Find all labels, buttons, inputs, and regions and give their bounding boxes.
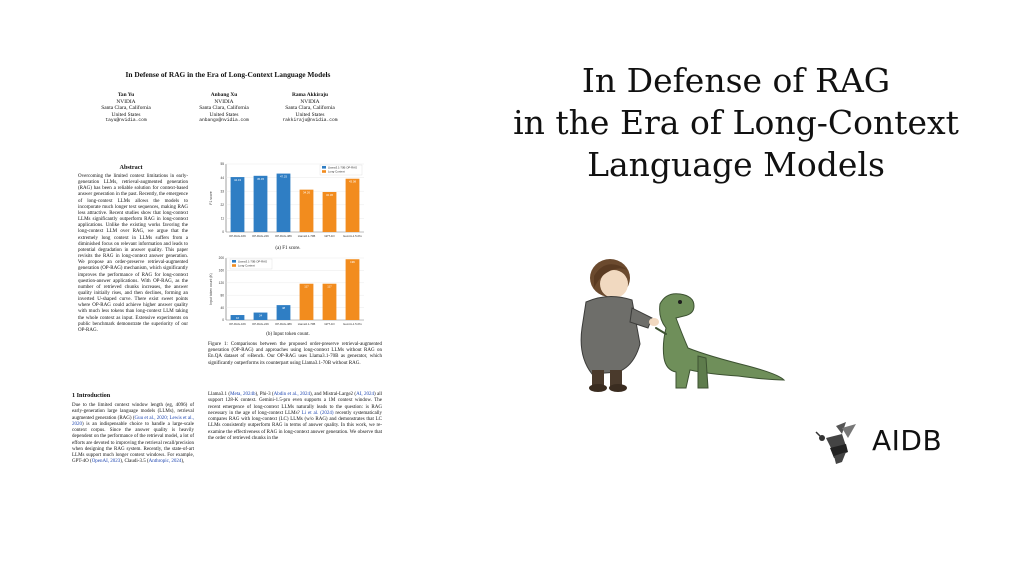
author-email: tayu@nvidia.com [105, 118, 147, 124]
bar [346, 259, 360, 320]
legend-swatch [322, 166, 326, 169]
x-tick-label: OP-RAG-24K [252, 322, 269, 326]
bar [323, 284, 337, 320]
headline-line: Language Models [587, 145, 885, 184]
bar-value-label: 32.36 [326, 192, 333, 197]
figure-subcaption: (a) F1 score. [275, 246, 301, 251]
bar [346, 179, 360, 232]
citation-link[interactable]: Li et al. (2024) [301, 410, 334, 416]
author-org: NVIDIA [214, 98, 234, 105]
author-email: anbangx@nvidia.com [199, 118, 249, 124]
bar-value-label: 24 [258, 313, 263, 318]
intro-text-part: Due to the limited context window length (eg, 4096) of early-generation large language models (LLMs), retrieval augmented generation (RAG) ( [72, 403, 194, 421]
section-heading: 1 Introduction [72, 392, 111, 399]
legend-swatch [232, 264, 236, 267]
f1-score-chart [208, 160, 368, 248]
body-text-part: Llama3.1 ( [208, 392, 231, 397]
bar-value-label: 117 [327, 284, 332, 289]
figure-subcaption: (b) Input token count. [266, 332, 310, 337]
x-tick-label: OP-RAG-48K [275, 322, 292, 326]
x-tick-label: OP-RAG-16K [229, 322, 246, 326]
headline [488, 60, 984, 186]
intro-text-part: ), [181, 459, 185, 465]
bar-value-label: 45.45 [257, 176, 264, 181]
logo-text: AIDB [872, 424, 943, 457]
x-tick-label: GPT-4O [324, 322, 335, 326]
x-tick-label: Gemini-1.5-Pro [343, 322, 362, 326]
body-text-part: ), and Mistral-Large2 ( [309, 392, 357, 397]
child-and-dinosaur-illustration [548, 248, 788, 398]
author-country: United States [295, 111, 325, 118]
legend-label: Llama3.1-70B OP-RAG [328, 165, 358, 170]
author-block [184, 92, 264, 125]
y-tick-label: 40 [220, 305, 224, 310]
citation-link[interactable]: OpenAI, 2023 [91, 459, 121, 465]
y-axis-label: F1 score [209, 191, 213, 205]
citation-link[interactable]: Guu et al., 2020; Lewis et al., 2020 [72, 415, 195, 427]
author-email: rakkiraju@nvidia.com [282, 118, 338, 124]
y-axis-label: Input token count (K) [209, 273, 213, 305]
citation-link[interactable]: Abdin et al., 2024 [273, 392, 310, 397]
y-tick-label: 11 [220, 216, 224, 221]
headline-line: In Defense of RAG [581, 61, 891, 100]
author-name: Anbang Xu [210, 92, 238, 98]
intro-text-part: ), Claudi-3.5 ( [120, 459, 149, 465]
y-tick-label: 200 [218, 256, 224, 261]
bar [277, 174, 291, 232]
bar [300, 284, 314, 320]
bar-value-label: 34.26 [303, 190, 310, 195]
body-text-part: ), Phi-3 ( [255, 392, 274, 397]
abstract-heading: Abstract [119, 164, 143, 171]
legend-swatch [232, 260, 236, 263]
bar-value-label: 43.08 [349, 179, 356, 184]
right-column-text [208, 392, 382, 442]
headline-line: in the Era of Long-Context [513, 103, 959, 142]
child-figure [581, 259, 659, 392]
author-block [270, 92, 350, 125]
abstract-text: Overcoming the limited context limitations in early-generation LLMs, retrieval-augmented generation (RAG) has been a reliable solution for context-based answer generation in the past. Recently, the emergence of long-context LLMs allows the models to incorporate much longer text sequences, making RAG less attractive. Recent studies show that long-context LLMs significantly outperform RAG in long-context applications. Unlike the existing works favoring the long-context LLM over RAG, we argue that the extremely long context in LLMs suffers from a diminished focus on relevant information and leads to potential degradation in answer quality. This paper revisits the RAG in long-context answer generation. We propose an order-preserve retrieval-augmented generation (OP-RAG) mechanism, which significantly improves the performance of RAG for long-context question-answer applications. With OP-RAG, as the number of retrieved chunks increases, the answer quality initially rises, and then declines, forming an inverted U-shaped curve. There exist sweet points where OP-RAG could achieve higher answer quality with much less tokens than long-context LLM taking the whole context as input. Extensive experiments on public benchmark demonstrate the superiority of our OP-RAG. [78, 174, 188, 333]
body-text-part: recently systematically compares RAG with long-context (LC) LLMs (w/o RAG) and demonstrates that LC LLMs consistently outperform RAG in terms of answer quality. In this work, we re-examine the effectiveness of RAG in long-context answer generation. We observe that the order of retrieved chunks in the [208, 410, 382, 441]
bar [254, 176, 268, 232]
author-org: NVIDIA [116, 98, 136, 105]
x-tick-label: Llama3.1-70B [297, 234, 316, 238]
bar [300, 190, 314, 232]
paper-page [72, 70, 384, 510]
y-tick-label: 0 [222, 318, 224, 323]
legend-label: Long-Context [328, 169, 345, 174]
legend-label: Long-Context [238, 263, 255, 268]
token-count-chart [208, 254, 368, 336]
legend-label: Llama3.1-70B OP-RAG [238, 259, 268, 264]
citation-link[interactable]: AI, 2024 [356, 392, 374, 397]
y-tick-label: 120 [218, 281, 224, 285]
author-country: United States [209, 111, 239, 118]
x-tick-label: OP-RAG-16K [229, 234, 246, 238]
author-city: Santa Clara, California [285, 105, 335, 112]
bar [231, 177, 245, 232]
dinosaur-figure [656, 294, 784, 388]
bar-value-label: 44.43 [234, 178, 241, 183]
y-tick-label: 33 [220, 189, 224, 194]
author-block [86, 92, 166, 125]
y-tick-label: 80 [220, 293, 224, 298]
author-name: Tan Yu [117, 92, 135, 98]
legend-swatch [322, 170, 326, 173]
author-country: United States [111, 111, 141, 118]
x-tick-label: GPT-4O [324, 234, 335, 238]
y-tick-label: 22 [220, 203, 224, 207]
citation-link[interactable]: Meta, 2024b [230, 392, 256, 397]
bee-icon [812, 418, 860, 466]
paper-title: In Defense of RAG in the Era of Long-Context Language Models [125, 70, 331, 79]
intro-text [72, 403, 194, 466]
figure-caption: Figure 1: Comparisons between the proposed order-preserve retrieval-augmented generation (OP-RAG) and approaches using long-context LLMs without RAG on En.QA dataset of ∞Bench. Our OP-RAG uses Llama3.1-70B as generator, which significantly outperforms its counterpart using Llama3.1-70B without RAG. [208, 342, 382, 366]
bar [323, 192, 337, 232]
bar-value-label: 117 [304, 284, 309, 289]
citation-link[interactable]: Anthropic, 2024 [148, 459, 182, 465]
body-text-part: ) all support 128-K context. Gemini-1.5-pro even supports a 1M context window. The recent emergence of long-context LLMs naturally leads to the question: is RAG necessary in the age of long-context LLMs? [208, 392, 383, 416]
intro-text-part: ) is an indispensable choice to handle a large-scale context corpus. Since the answer quality is heavily dependent on the performance of the retrieval model, a lot of efforts are devoted to improving the retrieval recall/precision when designing the RAG system. Recently, the state-of-art LLMs support much longer context windows. For example, GPT-4O ( [72, 421, 194, 465]
y-tick-label: 44 [220, 175, 224, 180]
y-tick-label: 55 [220, 162, 224, 167]
x-tick-label: Gemini-1.5-Pro [343, 234, 362, 238]
y-tick-label: 160 [218, 268, 224, 273]
x-tick-label: Llama3.1-70B [297, 322, 316, 326]
bar-value-label: 48 [281, 306, 286, 311]
x-tick-label: OP-RAG-24K [252, 234, 269, 238]
author-city: Santa Clara, California [199, 105, 249, 112]
bar-value-label: 47.25 [280, 174, 287, 179]
aidb-logo [812, 418, 962, 466]
x-tick-label: OP-RAG-48K [275, 234, 292, 238]
bar-value-label: 16 [235, 316, 240, 321]
bar-value-label: 196 [350, 260, 355, 265]
author-city: Santa Clara, California [101, 105, 151, 112]
author-name: Rama Akkiraju [291, 92, 329, 98]
author-org: NVIDIA [300, 98, 320, 105]
y-tick-label: 0 [222, 230, 224, 235]
